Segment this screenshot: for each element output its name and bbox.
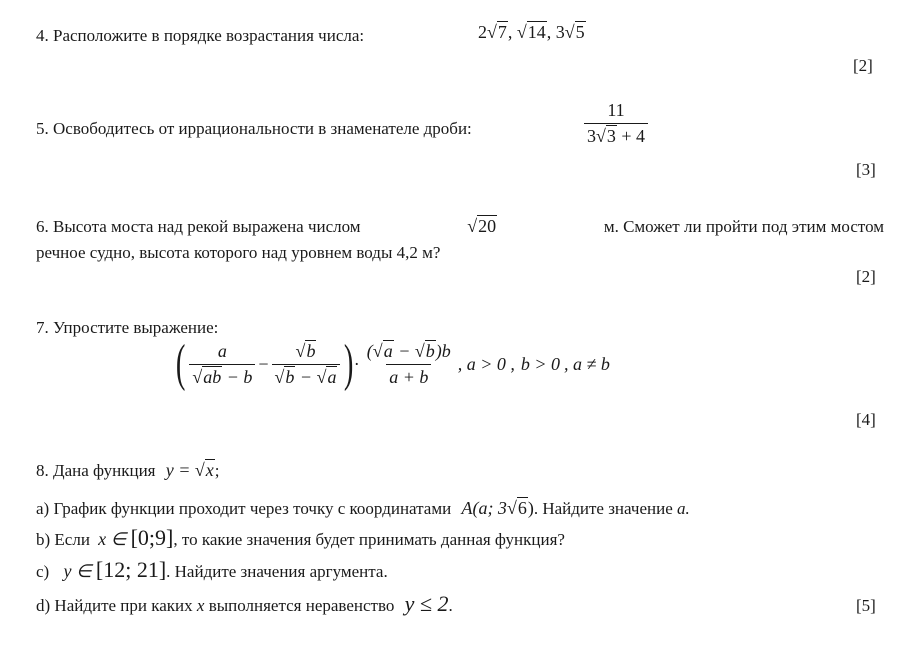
q8b-interval: [0;9] bbox=[130, 525, 174, 550]
q8a-point: A(a; 3√6) bbox=[461, 498, 534, 518]
question-7-text: 7. Упростите выражение: bbox=[36, 318, 219, 337]
q7-fraction-2: $\frac{√b}{√b - √a}$ bbox=[272, 341, 341, 388]
question-8-marks: [5] bbox=[856, 596, 876, 615]
question-6-line-2: речное судно, высота которого над уровнем воды 4,2 м? bbox=[36, 243, 441, 262]
q8-function: y = √x bbox=[165, 460, 214, 480]
question-8d: d) Найдите при каких x выполняется неравенство y ≤ 2. bbox=[36, 591, 453, 616]
question-7-expression: ( $\frac{a}{√ab - b}$ − $\frac{√b}{√b - √a}$ ) · $\frac{(√a - √b)b}{a + b}$ , a > 0 , b > 0 , a ≠ b bbox=[175, 335, 610, 392]
question-5-text: 5. Освободитесь от иррациональности в знаменателе дроби: bbox=[36, 119, 472, 138]
question-4-marks: [2] bbox=[853, 56, 873, 75]
question-8a: a) График функции проходит через точку с координатами A(a; 3√6). Найдите значение a. bbox=[36, 498, 690, 518]
q7-fraction-3: $\frac{(√a - √b)b}{a + b}$ bbox=[366, 340, 451, 387]
question-7-marks: [4] bbox=[856, 410, 876, 429]
q8c-interval: [12; 21] bbox=[95, 557, 167, 582]
q7-condition-1: , a > 0 , bbox=[457, 353, 515, 374]
q4-number-2: √14 bbox=[516, 22, 546, 42]
question-8-text: 8. Дана функция y = √x; bbox=[36, 460, 220, 480]
q4-number-1: 2√7 bbox=[478, 22, 507, 42]
q7-condition-3: , a ≠ b bbox=[564, 353, 610, 374]
q6-radical: √20 bbox=[467, 216, 497, 236]
question-5-marks: [3] bbox=[856, 160, 876, 179]
question-6-marks: [2] bbox=[856, 267, 876, 286]
question-6-line-1: 6. Высота моста над рекой выражена числом √20 м. Сможет ли пройти под этим мостом bbox=[36, 216, 884, 236]
question-8b: b) Если x ∈ [0;9], то какие значения будет принимать данная функция? bbox=[36, 525, 565, 550]
question-5-fraction: $\frac{11}{3√3 + 4}$ bbox=[584, 100, 648, 147]
question-4-numbers: 2√7, √14, 3√5 bbox=[478, 22, 585, 42]
q7-fraction-1: $\frac{a}{√ab - b}$ bbox=[189, 341, 255, 388]
question-4-text: 4. Расположите в порядке возрастания числа: bbox=[36, 26, 365, 45]
q4-number-3: 3√5 bbox=[555, 22, 585, 42]
q7-condition-2: b > 0 bbox=[520, 353, 561, 374]
question-8c: c) y ∈ [12; 21]. Найдите значения аргумента. bbox=[36, 557, 388, 582]
q8d-inequality: y ≤ 2 bbox=[404, 591, 449, 616]
